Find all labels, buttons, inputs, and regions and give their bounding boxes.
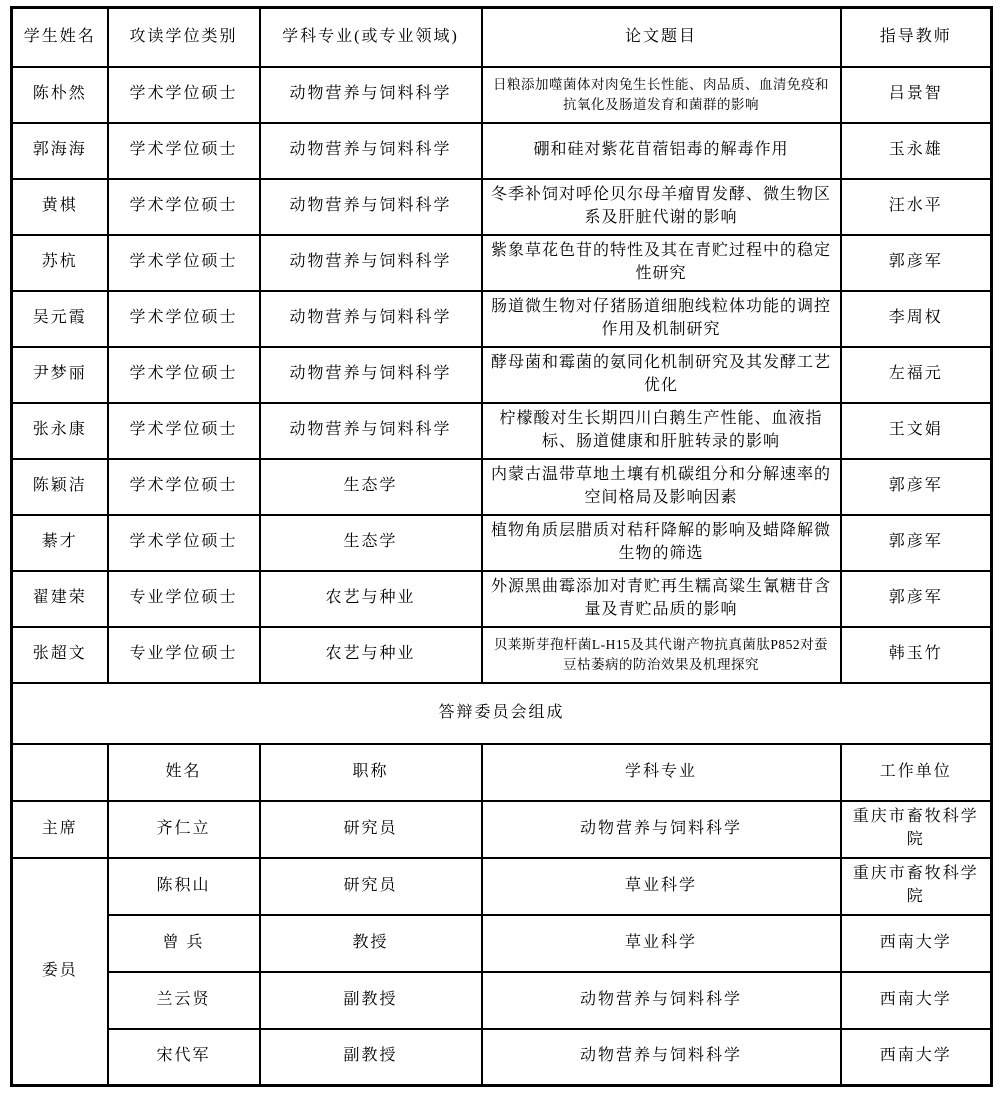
member-name-cell: 陈积山 (108, 858, 260, 915)
student-name-cell: 綦才 (12, 515, 108, 571)
member-major-cell: 动物营养与饲料科学 (482, 1029, 841, 1086)
thesis-title-cell: 贝莱斯芽孢杆菌L-H15及其代谢产物抗真菌肽P852对蚕豆枯萎病的防治效果及机理探究 (482, 627, 841, 683)
major-cell: 动物营养与饲料科学 (260, 235, 482, 291)
committee-member-row (12, 972, 992, 1029)
header-member-major: 学科专业 (482, 744, 841, 801)
advisor-cell: 郭彦军 (841, 235, 992, 291)
degree-cell: 学术学位硕士 (108, 515, 260, 571)
student-row (12, 459, 992, 515)
advisor-cell: 王文娟 (841, 403, 992, 459)
advisor-cell: 韩玉竹 (841, 627, 992, 683)
committee-member-row (12, 915, 992, 972)
degree-cell: 专业学位硕士 (108, 571, 260, 627)
thesis-title-cell: 冬季补饲对呼伦贝尔母羊瘤胃发酵、微生物区系及肝脏代谢的影响 (482, 179, 841, 235)
major-cell: 动物营养与饲料科学 (260, 179, 482, 235)
degree-cell: 学术学位硕士 (108, 123, 260, 179)
thesis-title-cell: 柠檬酸对生长期四川白鹅生产性能、血液指标、肠道健康和肝脏转录的影响 (482, 403, 841, 459)
student-row (12, 179, 992, 235)
member-rank-cell: 教授 (260, 915, 482, 972)
student-name-cell: 苏杭 (12, 235, 108, 291)
member-org-cell: 重庆市畜牧科学院 (841, 801, 992, 858)
major-cell: 动物营养与饲料科学 (260, 123, 482, 179)
major-cell: 农艺与种业 (260, 627, 482, 683)
header-thesis-title: 论文题目 (482, 8, 841, 67)
student-name-cell: 翟建荣 (12, 571, 108, 627)
student-name-cell: 尹梦丽 (12, 347, 108, 403)
thesis-title-cell: 日粮添加噬菌体对肉兔生长性能、肉品质、血清免疫和抗氧化及肠道发育和菌群的影响 (482, 67, 841, 123)
major-cell: 动物营养与饲料科学 (260, 403, 482, 459)
thesis-title-cell: 酵母菌和霉菌的氨同化机制研究及其发酵工艺优化 (482, 347, 841, 403)
member-major-cell: 草业科学 (482, 915, 841, 972)
member-major-cell: 草业科学 (482, 858, 841, 915)
advisor-cell: 玉永雄 (841, 123, 992, 179)
members-label-cell: 委员 (12, 858, 108, 1086)
student-row (12, 571, 992, 627)
major-cell: 动物营养与饲料科学 (260, 347, 482, 403)
member-rank-cell: 副教授 (260, 972, 482, 1029)
major-cell: 农艺与种业 (260, 571, 482, 627)
advisor-cell: 郭彦军 (841, 515, 992, 571)
member-org-cell: 西南大学 (841, 1029, 992, 1086)
member-org-cell: 西南大学 (841, 972, 992, 1029)
advisor-cell: 郭彦军 (841, 571, 992, 627)
member-name-cell: 齐仁立 (108, 801, 260, 858)
committee-section-row (12, 683, 992, 744)
major-cell: 动物营养与饲料科学 (260, 67, 482, 123)
thesis-title-cell: 外源黑曲霉添加对青贮再生糯高粱生氰糖苷含量及青贮品质的影响 (482, 571, 841, 627)
degree-cell: 学术学位硕士 (108, 67, 260, 123)
advisor-cell: 吕景智 (841, 67, 992, 123)
student-name-cell: 张永康 (12, 403, 108, 459)
member-major-cell: 动物营养与饲料科学 (482, 801, 841, 858)
major-cell: 生态学 (260, 515, 482, 571)
student-name-cell: 吴元霞 (12, 291, 108, 347)
student-row (12, 515, 992, 571)
member-rank-cell: 研究员 (260, 858, 482, 915)
student-name-cell: 陈颖洁 (12, 459, 108, 515)
student-name-cell: 郭海海 (12, 123, 108, 179)
advisor-cell: 汪水平 (841, 179, 992, 235)
student-row (12, 67, 992, 123)
defense-table (10, 6, 993, 1087)
committee-member-row (12, 858, 992, 915)
degree-cell: 学术学位硕士 (108, 291, 260, 347)
committee-section-title: 答辩委员会组成 (12, 683, 992, 744)
students-header-row (12, 8, 992, 67)
header-member-rank: 职称 (260, 744, 482, 801)
member-major-cell: 动物营养与饲料科学 (482, 972, 841, 1029)
committee-member-row (12, 1029, 992, 1086)
chair-label-cell: 主席 (12, 801, 108, 858)
degree-cell: 学术学位硕士 (108, 459, 260, 515)
header-major: 学科专业(或专业领域) (260, 8, 482, 67)
committee-header-row (12, 744, 992, 801)
header-member-name: 姓名 (108, 744, 260, 801)
student-row (12, 347, 992, 403)
student-name-cell: 陈朴然 (12, 67, 108, 123)
advisor-cell: 李周权 (841, 291, 992, 347)
member-org-cell: 西南大学 (841, 915, 992, 972)
student-row (12, 627, 992, 683)
committee-chair-row (12, 801, 992, 858)
thesis-title-cell: 植物角质层腊质对秸秆降解的影响及蜡降解微生物的筛选 (482, 515, 841, 571)
major-cell: 动物营养与饲料科学 (260, 291, 482, 347)
thesis-title-cell: 紫象草花色苷的特性及其在青贮过程中的稳定性研究 (482, 235, 841, 291)
header-advisor: 指导教师 (841, 8, 992, 67)
degree-cell: 学术学位硕士 (108, 403, 260, 459)
member-name-cell: 兰云贤 (108, 972, 260, 1029)
major-cell: 生态学 (260, 459, 482, 515)
student-row (12, 235, 992, 291)
degree-cell: 学术学位硕士 (108, 347, 260, 403)
student-row (12, 291, 992, 347)
student-row (12, 403, 992, 459)
member-rank-cell: 副教授 (260, 1029, 482, 1086)
header-student-name: 学生姓名 (12, 8, 108, 67)
advisor-cell: 郭彦军 (841, 459, 992, 515)
student-name-cell: 张超文 (12, 627, 108, 683)
thesis-title-cell: 硼和硅对紫花苜蓿铝毒的解毒作用 (482, 123, 841, 179)
degree-cell: 学术学位硕士 (108, 235, 260, 291)
member-name-cell: 宋代军 (108, 1029, 260, 1086)
degree-cell: 学术学位硕士 (108, 179, 260, 235)
empty-corner-cell (12, 744, 108, 801)
header-degree-type: 攻读学位类别 (108, 8, 260, 67)
advisor-cell: 左福元 (841, 347, 992, 403)
member-name-cell: 曾 兵 (108, 915, 260, 972)
student-row (12, 123, 992, 179)
degree-cell: 专业学位硕士 (108, 627, 260, 683)
thesis-title-cell: 肠道微生物对仔猪肠道细胞线粒体功能的调控作用及机制研究 (482, 291, 841, 347)
member-org-cell: 重庆市畜牧科学院 (841, 858, 992, 915)
member-rank-cell: 研究员 (260, 801, 482, 858)
thesis-title-cell: 内蒙古温带草地土壤有机碳组分和分解速率的空间格局及影响因素 (482, 459, 841, 515)
header-member-org: 工作单位 (841, 744, 992, 801)
student-name-cell: 黄棋 (12, 179, 108, 235)
